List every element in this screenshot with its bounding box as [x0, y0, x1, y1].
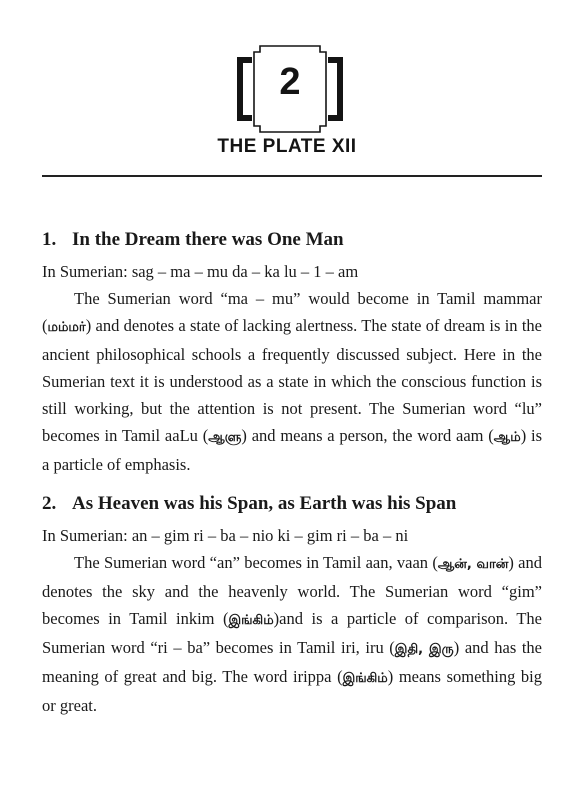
title-divider [42, 175, 542, 177]
page-content [42, 226, 542, 719]
page-title: THE PLATE XII [217, 136, 357, 157]
chapter-number: 2 [279, 61, 301, 103]
paragraph-text: The Sumerian word “ma – mu” would become in Tamil mammar ( [42, 289, 542, 335]
section-number: 2. [42, 493, 57, 514]
sumerian-transliteration: In Sumerian: sag – ma – mu da – ka lu – 1 – am [42, 262, 359, 281]
section-1 [42, 226, 542, 478]
section-2 [42, 490, 542, 719]
paragraph-text: ) and means a person, the word aam ( [241, 426, 494, 445]
paragraph-text: ) means something big or great. [42, 667, 542, 715]
tamil-word: ஆம் [493, 430, 521, 445]
paragraph-text: ) and denotes a state of lacking alertness. The state of dream is in the ancient philosophical schools a frequently discussed subject. Here in the Sumerian text it is understood as a state in which the conscious function is still working, but the attention is not present. The Sumerian word “lu” becomes in Tamil aaLu ( [42, 316, 542, 445]
section-heading-text: As Heaven was his Span, as Earth was his Span [72, 493, 457, 514]
section-heading-text: In the Dream there was One Man [72, 229, 344, 250]
tamil-word: ஆன், வான் [437, 557, 509, 572]
paragraph-text: The Sumerian word “an” becomes in Tamil aan, vaan ( [74, 553, 438, 572]
paragraph-text: )and is a particle of comparison. The Sumerian word “ri – ba” becomes in Tamil iri, iru ( [42, 609, 542, 657]
section-paragraph [42, 549, 542, 719]
sumerian-transliteration: In Sumerian: an – gim ri – ba – nio ki – gim ri – ba – ni [42, 526, 409, 545]
chapter-number-frame [232, 38, 348, 136]
paragraph-text: ) and denotes the sky and the heavenly world. The Sumerian word “gim” becomes in Tamil inkim ( [42, 553, 543, 628]
section-heading [42, 490, 542, 518]
tamil-word: இங்கிம் [342, 671, 388, 686]
section-paragraph [42, 285, 542, 478]
paragraph-text: ) is a particle of emphasis. [42, 426, 543, 474]
tamil-word: மம்மர் [47, 320, 86, 335]
paragraph-text: ) and has the meaning of great and big. The word irippa ( [42, 638, 542, 686]
tamil-word: ஆளு [208, 430, 242, 445]
section-number: 1. [42, 229, 57, 250]
section-heading [42, 226, 542, 254]
tamil-word: இதி, இரு [394, 642, 454, 657]
tamil-word: இங்கிம் [228, 613, 274, 628]
